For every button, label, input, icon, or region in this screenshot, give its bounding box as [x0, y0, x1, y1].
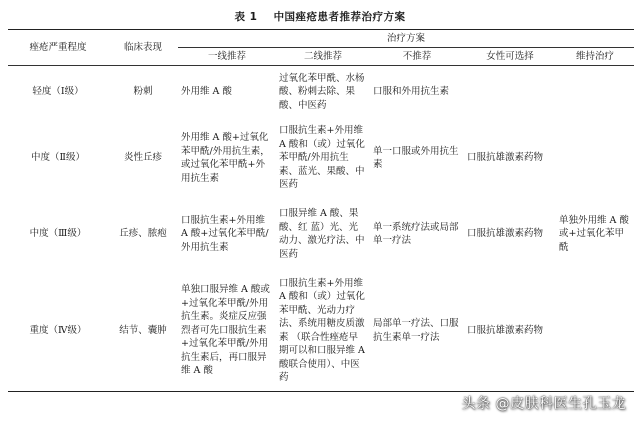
cell-severity: 轻度（Ⅰ级） — [32, 86, 84, 98]
cell-second-line — [276, 198, 370, 270]
header-clinical: 临床表现 — [123, 41, 162, 53]
treatment-table — [8, 29, 634, 392]
header-severity: 痤疮严重程度 — [29, 41, 87, 53]
cell-first-line-text: 外用维 A 酸 — [181, 86, 232, 98]
header-first-line: 一线推荐 — [178, 48, 276, 66]
cell-female-optional — [464, 270, 556, 392]
cell-maintenance — [556, 118, 634, 198]
cell-clinical: 丘疹、脓疱 — [119, 228, 167, 240]
table-row — [8, 198, 634, 270]
header-maintenance: 维持治疗 — [556, 48, 634, 66]
cell-first-line — [178, 198, 276, 270]
table-number: 表 1 — [234, 11, 258, 23]
cell-maintenance-text: 单独外用维 A 酸或+过氧化苯甲酰 — [559, 214, 629, 253]
table-header — [8, 30, 634, 66]
cell-first-line — [178, 270, 276, 392]
cell-not-recommended-text: 局部单一疗法、口服抗生素单一疗法 — [373, 318, 459, 343]
cell-not-recommended — [370, 270, 464, 392]
cell-second-line-text: 过氧化苯甲酰、水杨酸、粉刺去除、果酸、中医药 — [279, 72, 365, 111]
table-title — [0, 9, 640, 24]
cell-female-optional — [464, 66, 556, 119]
cell-second-line-text: 口服抗生素+外用维 A 酸和（或）过氧化苯甲酰/外用抗生素、蓝光、果酸、中医药 — [279, 125, 365, 191]
header-female-optional: 女性可选择 — [464, 48, 556, 66]
cell-first-line-text: 单独口服异维 A 酸或+过氧化苯甲酰/外用抗生素。炎症反应强烈者可先口服抗生素+过氧化苯甲酰/外用抗生素后，再口服异维 A 酸 — [181, 284, 270, 377]
cell-severity: 重度（Ⅳ级） — [29, 324, 87, 336]
cell-second-line-text: 口服异维 A 酸、果酸、红 蓝）光、光动力、激光疗法、中医药 — [279, 208, 365, 260]
table-row — [8, 66, 634, 119]
table-row — [8, 118, 634, 198]
cell-not-recommended — [370, 198, 464, 270]
cell-not-recommended-text: 口服和外用抗生素 — [373, 86, 450, 98]
cell-female-optional — [464, 118, 556, 198]
cell-second-line — [276, 66, 370, 119]
cell-female-optional-text: 口服抗雄激素药物 — [467, 152, 544, 164]
cell-clinical: 结节、囊肿 — [119, 324, 167, 336]
cell-not-recommended — [370, 66, 464, 119]
header-not-recommended: 不推荐 — [370, 48, 464, 66]
watermark: 头条 @皮肤科医生孔玉龙 — [461, 396, 626, 412]
cell-second-line — [276, 270, 370, 392]
cell-maintenance — [556, 66, 634, 119]
cell-first-line — [178, 66, 276, 119]
cell-not-recommended-text: 单一口服或外用抗生素 — [373, 145, 459, 170]
cell-first-line-text: 外用维 A 酸+过氧化苯甲酰/外用抗生素，或过氧化苯甲酰+外用抗生素 — [181, 132, 270, 184]
cell-maintenance — [556, 270, 634, 392]
header-treatment: 治疗方案 — [387, 32, 426, 44]
cell-severity: 中度（Ⅲ级） — [29, 228, 87, 240]
cell-clinical: 粉刺 — [133, 86, 153, 98]
cell-clinical: 炎性丘疹 — [123, 152, 162, 164]
cell-not-recommended — [370, 118, 464, 198]
cell-second-line — [276, 118, 370, 198]
cell-first-line-text: 口服抗生素+外用维 A 酸+过氧化苯甲酰/外用抗生素 — [181, 214, 269, 253]
table-row — [8, 270, 634, 392]
cell-female-optional-text: 口服抗雄激素药物 — [467, 324, 544, 336]
cell-female-optional — [464, 198, 556, 270]
table-title-text: 中国痤疮患者推荐治疗方案 — [273, 11, 406, 23]
cell-female-optional-text: 口服抗雄激素药物 — [467, 228, 544, 240]
cell-first-line — [178, 118, 276, 198]
cell-not-recommended-text: 单一系统疗法或局部单一疗法 — [373, 221, 459, 246]
cell-second-line-text: 口服抗生素+外用维 A 酸和（或）过氧化苯甲酰、光动力疗法、系统用糖皮质激素 （联合性痤疮早期可以和口服异维 A 酸联合使用）、中医药 — [279, 277, 365, 383]
cell-severity: 中度（Ⅱ级） — [31, 152, 85, 164]
cell-maintenance — [556, 198, 634, 270]
header-second-line: 二线推荐 — [276, 48, 370, 66]
